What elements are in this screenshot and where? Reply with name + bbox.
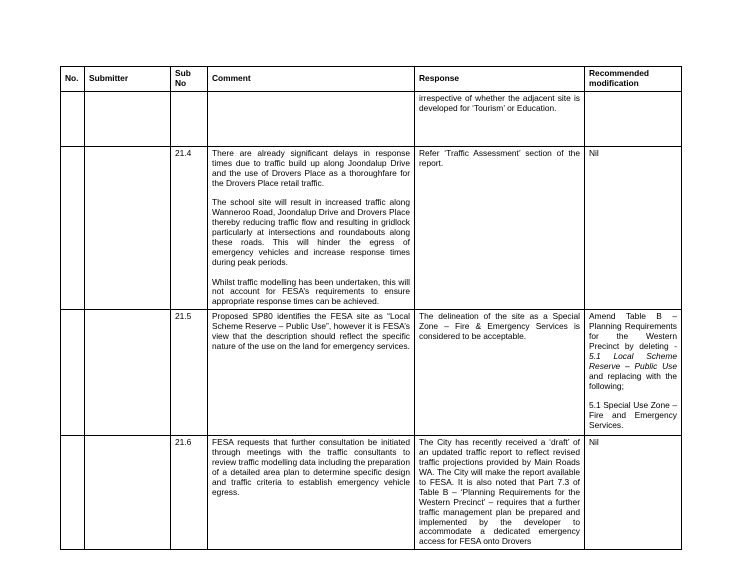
header-comment: Comment: [208, 67, 415, 92]
cell-response: [415, 310, 585, 436]
recommended-text: Nil: [589, 437, 599, 448]
recommended-new-text: 5.1 Special Use Zone – Fire and Emergency Services.: [589, 400, 677, 431]
cell-no: [61, 310, 85, 436]
recommended-text: Nil: [589, 147, 599, 158]
table-row: [61, 310, 682, 436]
cell-no: [61, 436, 85, 550]
recommended-text-intro: Amend Table B – Planning Requirements for the Western Precinct by deleting -: [589, 311, 677, 351]
cell-sub-no: 21.6: [171, 436, 208, 550]
comment-paragraph: Proposed SP80 identifies the FESA site as “Local Scheme Reserve – Public Use”, however it is FESA’s view that the description should reflect the specific nature of the use on the land for emergency services.: [212, 311, 410, 351]
response-text: The delineation of the site as a Special Zone – Fire & Emergency Services is considered to be acceptable.: [419, 311, 580, 342]
cell-comment: [208, 91, 415, 146]
comment-paragraph: The school site will result in increased traffic along Wanneroo Road, Joondalup Drive and Drovers Place thereby reducing traffic flow and resulting in gridlock particularly at intersections and roundabouts along these roads. This will hinder the egress of emergency vehicles and increase response times during peak periods.: [212, 197, 410, 267]
cell-submitter: [85, 310, 171, 436]
cell-submitter: [85, 91, 171, 146]
response-text: Refer ‘Traffic Assessment’ section of the report.: [419, 147, 580, 168]
recommended-deleted-text: 5.1 Local Scheme Reserve – Public Use: [589, 350, 677, 371]
header-sub-no: Sub No: [171, 67, 208, 92]
cell-sub-no: 21.4: [171, 146, 208, 309]
recommended-text: [589, 312, 677, 391]
comment-paragraph: FESA requests that further consultation be initiated through meetings with the traffic consultants to review traffic modelling data including the preparation of a detailed area plan to determine specific design and traffic criteria to establish emergency vehicle egress.: [212, 437, 410, 497]
cell-no: [61, 146, 85, 309]
table-header-row: [61, 67, 682, 92]
cell-no: [61, 91, 85, 146]
header-recommended-modification: Recommended modification: [585, 67, 682, 92]
cell-comment: [208, 436, 415, 550]
cell-sub-no: [171, 91, 208, 146]
cell-recommended: [585, 310, 682, 436]
submissions-table: [60, 66, 682, 550]
cell-sub-no: 21.5: [171, 310, 208, 436]
cell-comment: [208, 310, 415, 436]
comment-paragraph: Whilst traffic modelling has been undertaken, this will not account for FESA’s requirements to ensure appropriate response times can be achieved.: [212, 276, 410, 307]
cell-recommended: [585, 436, 682, 550]
table-row: [61, 146, 682, 309]
table-row: [61, 436, 682, 550]
comment-paragraph: There are already significant delays in response times due to traffic build up along Joondalup Drive and the use of Drovers Place as a thoroughfare for the Drovers Place retail traffic.: [212, 147, 410, 188]
cell-recommended: [585, 146, 682, 309]
recommended-text-replace: and replacing with the following;: [589, 370, 677, 391]
cell-response: [415, 436, 585, 550]
cell-recommended: [585, 91, 682, 146]
header-response: Response: [415, 67, 585, 92]
cell-response: [415, 146, 585, 309]
response-text: irrespective of whether the adjacent site is developed for ‘Tourism’ or Education.: [419, 92, 580, 113]
cell-submitter: [85, 146, 171, 309]
header-submitter: Submitter: [85, 67, 171, 92]
header-no: No.: [61, 67, 85, 92]
table-row: [61, 91, 682, 146]
cell-submitter: [85, 436, 171, 550]
response-text: The City has recently received a ‘draft’ of an updated traffic report to reflect revised traffic projections provided by Main Roads WA. The City will make the report available to FESA. It is also noted that Part 7.3 of Table B – ‘Planning Requirements for the Western Precinct’ – requires that a further traffic management plan be prepared and implemented by the developer to accommodate a dedicated emergency access for FESA onto Drovers: [419, 437, 580, 547]
cell-response: [415, 91, 585, 146]
cell-comment: [208, 146, 415, 309]
